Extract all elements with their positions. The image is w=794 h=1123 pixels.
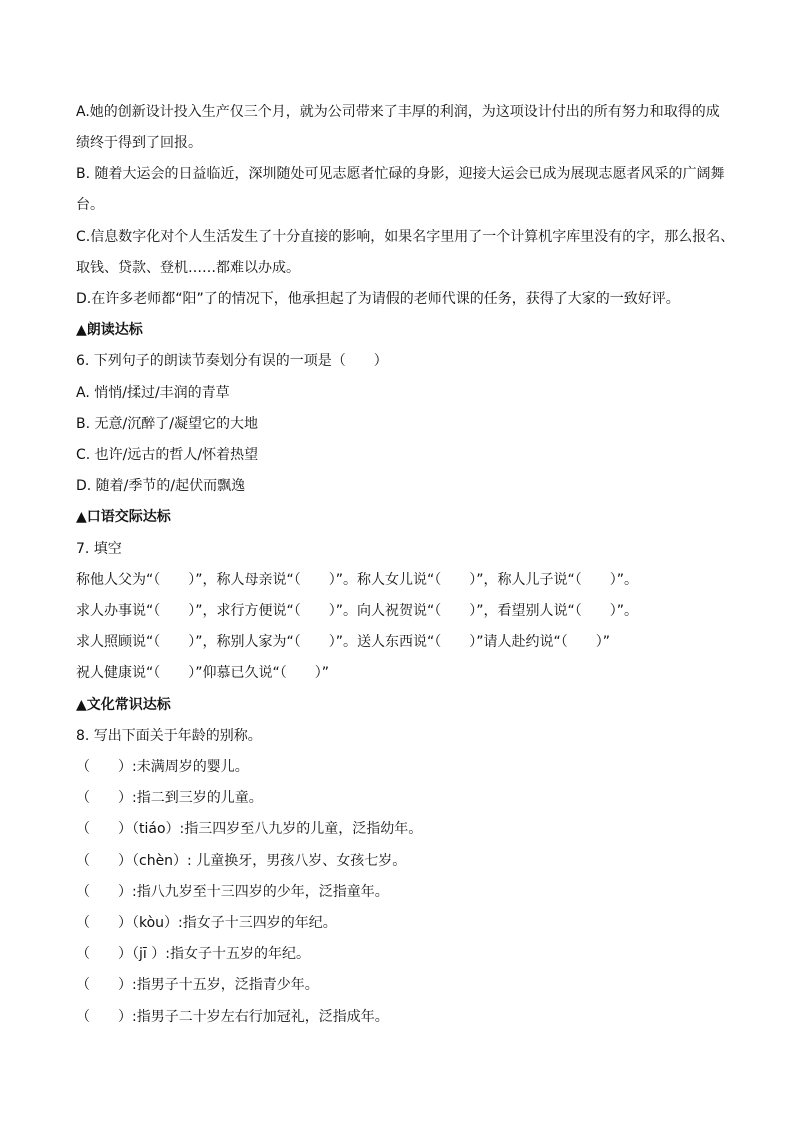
q8-item-9: （ ）:指男子二十岁左右行加冠礼，泛指成年。 [76,1009,389,1025]
q8-item-2: （ ）:指二到三岁的儿童。 [76,790,263,806]
q8-item-4: （ ）（chèn）: 儿童换牙，男孩八岁、女孩七岁。 [76,853,407,869]
option-c-line-2: 取钱、贷款、登机……都难以办成。 [76,260,300,276]
section-heading-reading: ▲朗读达标 [76,322,143,338]
section-heading-oral: ▲口语交际达标 [76,509,171,525]
question-8: 8. 写出下面关于年龄的别称。 [76,728,262,744]
option-a-line-2: 绩终于得到了回报。 [76,135,202,151]
q8-item-1: （ ）:未满周岁的婴儿。 [76,759,249,775]
q8-item-3: （ ）（tiáo）:指三四岁至八九岁的儿童，泛指幼年。 [76,821,423,837]
q8-item-6: （ ）（kòu）:指女子十三四岁的年纪。 [76,915,337,931]
q6-option-d: D. 随着/季节的/起伏而飘逸 [76,478,246,494]
option-c-line-1: C.信息数字化对个人生活发生了十分直接的影响，如果名字里用了一个计算机字库里没有的字，那么报名、 [76,229,735,245]
section-heading-culture: ▲文化常识达标 [76,697,171,713]
q7-row-3: 求人照顾说“（ ）”，称别人家为“（ ）”。送人东西说“（ ）”请人赴约说“（ ）” [76,634,611,650]
q8-item-5: （ ）:指八九岁至十三四岁的少年，泛指童年。 [76,884,389,900]
option-a-line-1: A.她的创新设计投入生产仅三个月，就为公司带来了丰厚的利润，为这项设计付出的所有努力和取得的成 [76,104,720,120]
option-b-line-1: B. 随着大运会的日益临近，深圳随处可见志愿者忙碌的身影，迎接大运会已成为展现志愿者风采的广阔舞 [76,166,725,182]
option-b-line-2: 台。 [76,197,104,213]
q6-option-a: A. 悄悄/揉过/丰润的青草 [76,385,230,401]
question-6: 6. 下列句子的朗读节奏划分有误的一项是（ ） [76,353,388,369]
q6-option-b: B. 无意/沉醉了/凝望它的大地 [76,416,258,432]
option-d-line: D.在许多老师都“阳”了的情况下，他承担起了为请假的老师代课的任务，获得了大家的一致好评。 [76,291,680,307]
q6-option-c: C. 也许/远古的哲人/怀着热望 [76,447,259,463]
q7-row-1: 称他人父为“（ ）”，称人母亲说“（ ）”。称人女儿说“（ ）”，称人儿子说“（ ）”。 [76,572,639,588]
q8-item-8: （ ）:指男子十五岁，泛指青少年。 [76,977,319,993]
q8-item-7: （ ）（jī ）:指女子十五岁的年纪。 [76,946,310,962]
question-7: 7. 填空 [76,541,122,557]
q7-row-2: 求人办事说“（ ）”，求行方便说“（ ）”。向人祝贺说“（ ）”，看望别人说“（ ）”。 [76,603,639,619]
q7-row-4: 祝人健康说“（ ）”仰慕已久说“（ ）” [76,665,330,681]
